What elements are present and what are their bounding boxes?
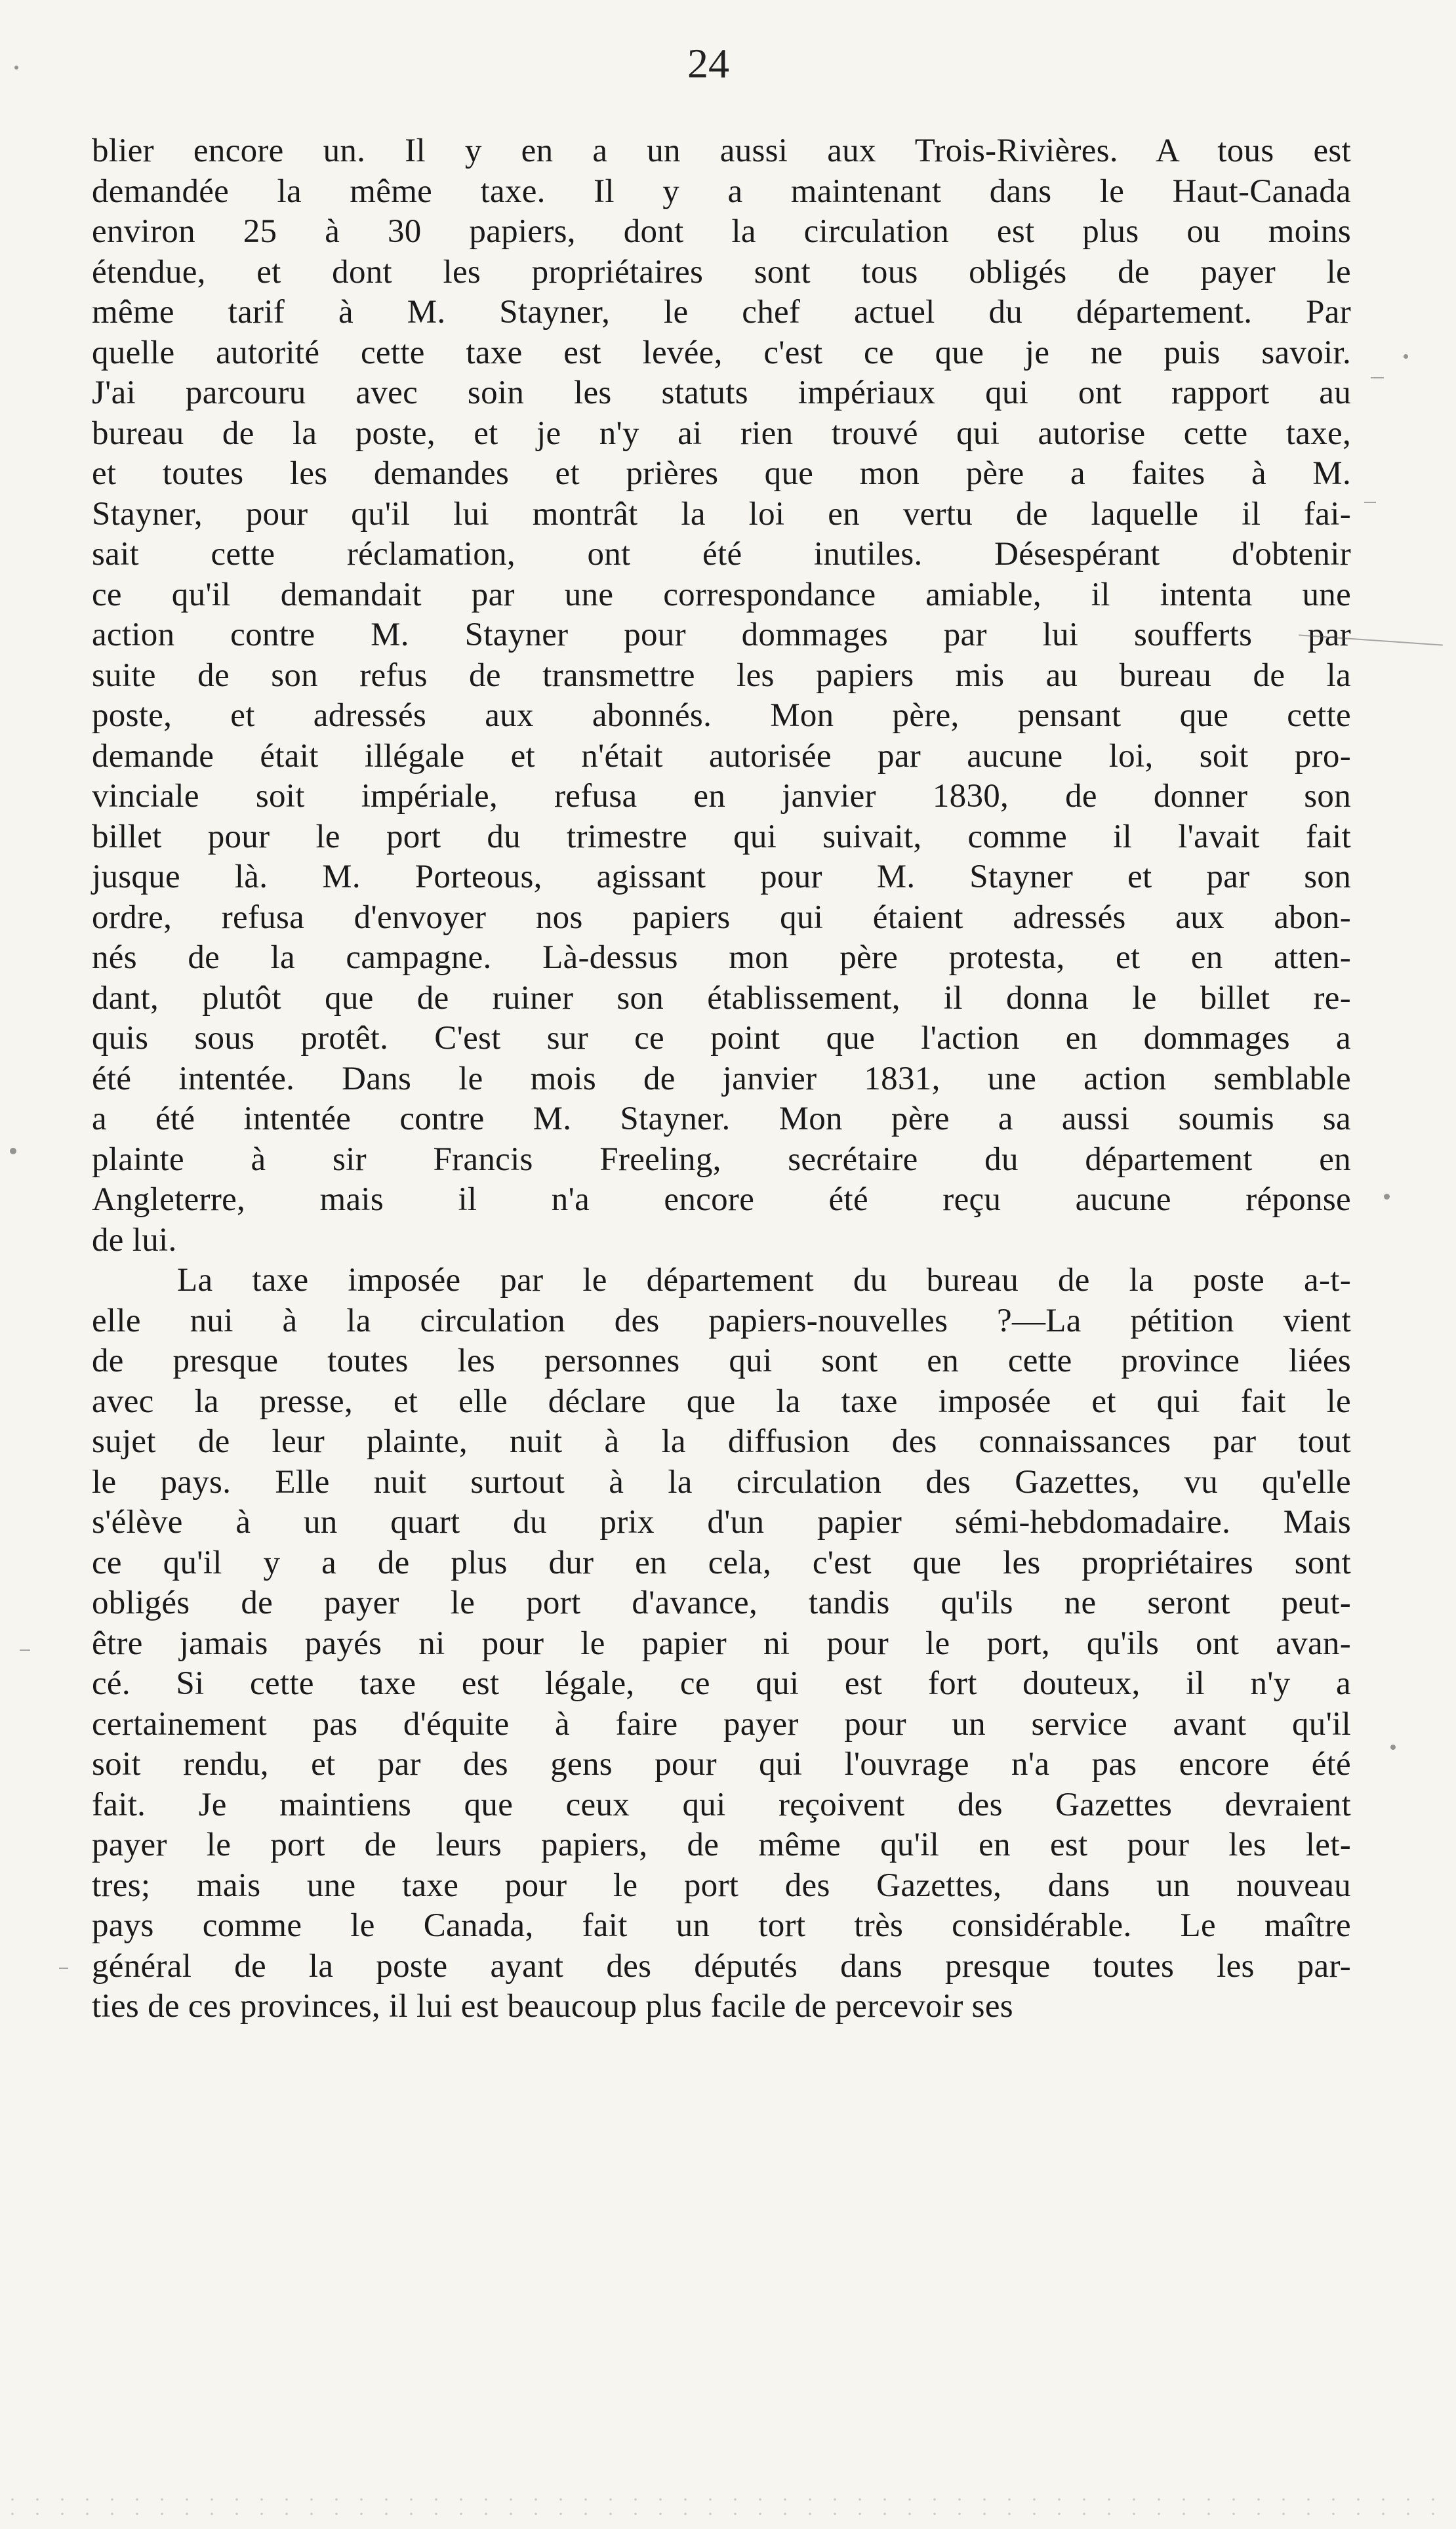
text-line: et toutes les demandes et prières que mon père a faites à M. (92, 455, 1351, 492)
text-line: a été intentée contre M. Stayner. Mon père a aussi soumis sa (92, 1101, 1351, 1137)
text-line: de presque toutes les personnes qui sont en cette province liées (92, 1343, 1351, 1379)
text-line: plainte à sir Francis Freeling, secrétaire du département en (92, 1141, 1351, 1178)
text-line: J'ai parcouru avec soin les statuts impériaux qui ont rapport au (92, 374, 1351, 411)
scan-mark (1364, 502, 1376, 503)
text-line: action contre M. Stayner pour dommages par lui soufferts par (92, 617, 1351, 653)
text-line-paragraph-end: de lui. (92, 1221, 177, 1259)
text-line: bureau de la poste, et je n'y ai rien trouvé qui autorise cette taxe, (92, 415, 1351, 452)
text-line-paragraph-start: La taxe imposée par le département du bureau de la poste a-t- (177, 1262, 1351, 1299)
text-line: étendue, et dont les propriétaires sont tous obligés de payer le (92, 253, 1351, 291)
text-line: billet pour le port du trimestre qui suivait, comme il l'avait fait (92, 818, 1351, 855)
text-line: Stayner, pour qu'il lui montrât la loi en vertu de laquelle il fai- (92, 495, 1351, 533)
text-line: sait cette réclamation, ont été inutiles. Désespérant d'obtenir (92, 536, 1351, 573)
text-line: payer le port de leurs papiers, de même qu'il en est pour les let- (92, 1827, 1351, 1863)
text-line: pays comme le Canada, fait un tort très considérable. Le maître (92, 1907, 1351, 1944)
scan-speck (14, 66, 18, 70)
text-line: été intentée. Dans le mois de janvier 1831, une action semblable (92, 1060, 1351, 1097)
text-line: certainement pas d'équite à faire payer pour un service avant qu'il (92, 1705, 1351, 1743)
text-line: cé. Si cette taxe est légale, ce qui est fort douteux, il n'y a (92, 1665, 1351, 1702)
text-line: quis sous protêt. C'est sur ce point que l'action en dommages a (92, 1020, 1351, 1057)
text-line: général de la poste ayant des députés dans presque toutes les par- (92, 1947, 1351, 1985)
text-line: même tarif à M. Stayner, le chef actuel du département. Par (92, 294, 1351, 331)
scan-speck (1390, 1745, 1396, 1750)
scan-speck (10, 1148, 16, 1154)
text-line: être jamais payés ni pour le papier ni pour le port, qu'ils ont avan- (92, 1625, 1351, 1662)
text-line: dant, plutôt que de ruiner son établissement, il donna le billet re- (92, 979, 1351, 1017)
scan-speck (1404, 354, 1408, 359)
text-line: s'élève à un quart du prix d'un papier sémi-hebdomadaire. Mais (92, 1504, 1351, 1541)
text-line: ce qu'il y a de plus dur en cela, c'est que les propriétaires sont (92, 1544, 1351, 1581)
text-line: quelle autorité cette taxe est levée, c'est ce que je ne puis savoir. (92, 334, 1351, 371)
scan-edge-noise (0, 2492, 1456, 2519)
text-line: sujet de leur plainte, nuit à la diffusion des connaissances par tout (92, 1423, 1351, 1460)
text-line: ties de ces provinces, il lui est beaucoup plus facile de percevoir ses (92, 1988, 1013, 2025)
text-line: demandée la même taxe. Il y a maintenant dans le Haut-Canada (92, 172, 1351, 210)
text-line: nés de la campagne. Là-dessus mon père protesta, et en atten- (92, 939, 1351, 976)
page-number: 24 (687, 40, 729, 87)
text-line: soit rendu, et par des gens pour qui l'ouvrage n'a pas encore été (92, 1746, 1351, 1783)
text-line: environ 25 à 30 papiers, dont la circulation est plus ou moins (92, 213, 1351, 250)
scan-mark (59, 1968, 68, 1969)
text-line: fait. Je maintiens que ceux qui reçoivent des Gazettes devraient (92, 1786, 1351, 1823)
text-line: suite de son refus de transmettre les papiers mis au bureau de la (92, 657, 1351, 694)
scan-speck (1384, 1194, 1390, 1200)
scan-mark (1371, 377, 1384, 378)
text-line: avec la presse, et elle déclare que la taxe imposée et qui fait le (92, 1383, 1351, 1420)
text-line: le pays. Elle nuit surtout à la circulation des Gazettes, vu qu'elle (92, 1463, 1351, 1501)
body-text (92, 131, 1351, 2027)
text-line: elle nui à la circulation des papiers-nouvelles ?—La pétition vient (92, 1302, 1351, 1339)
text-line: Angleterre, mais il n'a encore été reçu aucune réponse (92, 1181, 1351, 1218)
text-line: obligés de payer le port d'avance, tandis qu'ils ne seront peut- (92, 1585, 1351, 1621)
text-line: poste, et adressés aux abonnés. Mon père, pensant que cette (92, 697, 1351, 734)
scan-mark (20, 1649, 30, 1651)
text-line: ce qu'il demandait par une correspondance amiable, il intenta une (92, 576, 1351, 613)
text-line: blier encore un. Il y en a un aussi aux Trois-Rivières. A tous est (92, 132, 1351, 169)
text-line: jusque là. M. Porteous, agissant pour M. Stayner et par son (92, 859, 1351, 895)
text-line: ordre, refusa d'envoyer nos papiers qui étaient adressés aux abon- (92, 899, 1351, 936)
text-line: tres; mais une taxe pour le port des Gazettes, dans un nouveau (92, 1867, 1351, 1904)
text-line: vinciale soit impériale, refusa en janvier 1830, de donner son (92, 778, 1351, 815)
text-line: demande était illégale et n'était autorisée par aucune loi, soit pro- (92, 737, 1351, 775)
